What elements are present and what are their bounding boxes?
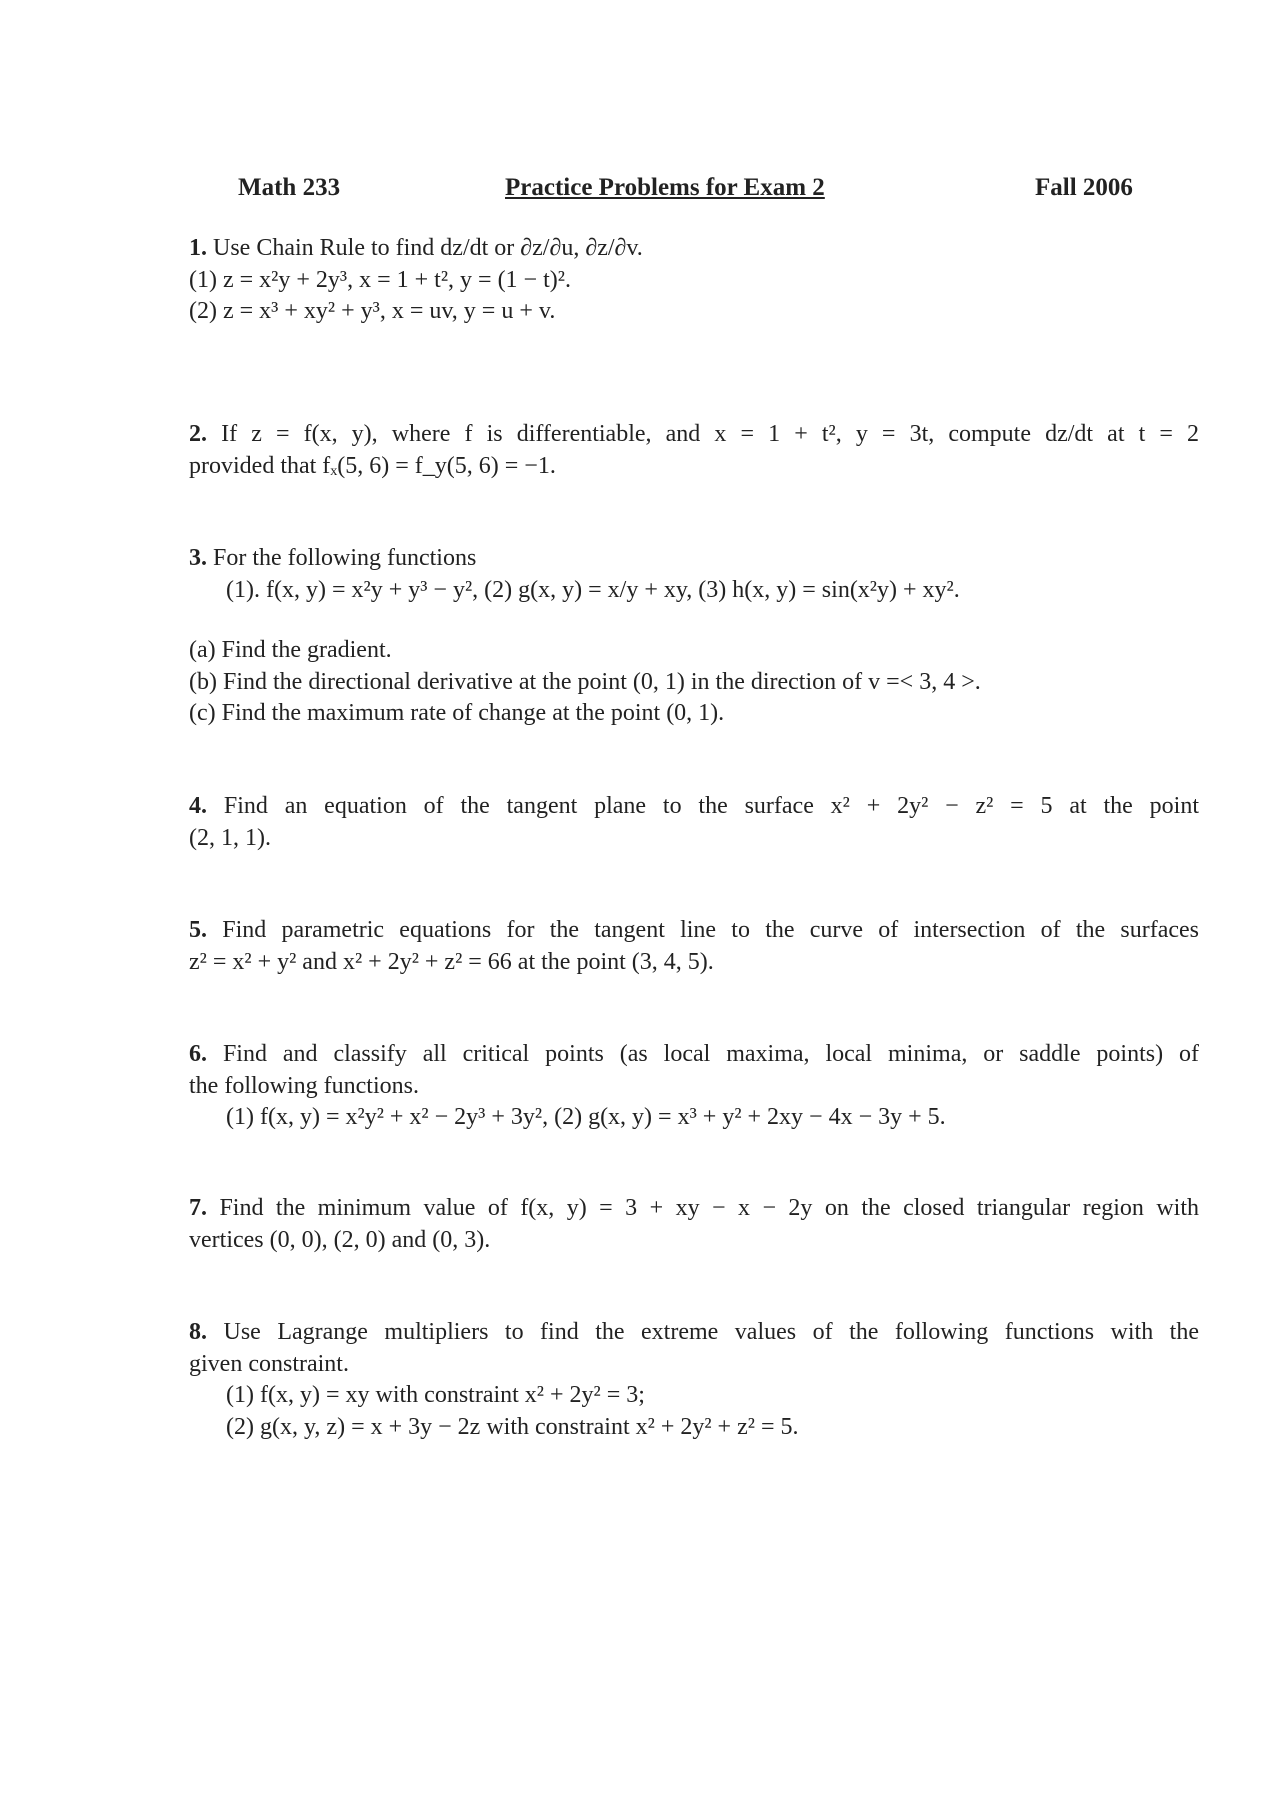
problem-number: 1. — [189, 235, 207, 261]
problem-line: (1) f(x, y) = xy with constraint x² + 2y² = 3; — [226, 1382, 645, 1408]
problem-line — [189, 915, 1199, 947]
problem-text: Use Chain Rule to find dz/dt or ∂z/∂u, ∂z/∂v. — [213, 235, 643, 261]
problem-text: Find and classify all critical points (as local maxima, local minima, or saddle points) of — [222, 1041, 1200, 1067]
problem-line: provided that fₓ(5, 6) = f_y(5, 6) = −1. — [189, 452, 556, 479]
problem-text: Use Lagrange multipliers to find the extreme values of the following functions with the — [223, 1319, 1200, 1345]
problem-number: 5. — [189, 917, 207, 943]
problem-line: (c) Find the maximum rate of change at the point (0, 1). — [189, 700, 725, 726]
problem-line: (2) g(x, y, z) = x + 3y − 2z with constraint x² + 2y² + z² = 5. — [226, 1413, 799, 1440]
problem-line: (2, 1, 1). — [189, 824, 271, 851]
problem-number: 7. — [189, 1195, 207, 1221]
problem-text: For the following functions — [213, 545, 477, 571]
problem-line: (1). f(x, y) = x²y + y³ − y², (2) g(x, y) = x/y + xy, (3) h(x, y) = sin(x²y) + xy². — [226, 576, 960, 603]
problem-line: (b) Find the directional derivative at the point (0, 1) in the direction of v =< 3, 4 >. — [189, 668, 981, 695]
term-label: Fall 2006 — [1035, 174, 1133, 201]
problem-line — [189, 1039, 1199, 1071]
problem-4 — [189, 791, 1199, 854]
problem-line — [189, 543, 1199, 575]
problem-line: vertices (0, 0), (2, 0) and (0, 3). — [189, 1226, 491, 1253]
problem-text: If z = f(x, y), where f is differentiable, and x = 1 + t², y = 3t, compute dz/dt at t = 2 — [221, 421, 1200, 447]
course-label: Math 233 — [238, 174, 341, 201]
problem-number: 8. — [189, 1319, 207, 1345]
problem-text: Find the minimum value of f(x, y) = 3 + xy − x − 2y on the closed triangular region with — [219, 1195, 1200, 1221]
problem-line — [189, 791, 1199, 823]
problem-line: (1) z = x²y + 2y³, x = 1 + t², y = (1 − t)². — [189, 266, 571, 293]
problem-7 — [189, 1193, 1199, 1256]
problem-number: 2. — [189, 421, 207, 447]
problem-8 — [189, 1317, 1199, 1443]
problem-line: (2) z = x³ + xy² + y³, x = uv, y = u + v. — [189, 298, 556, 324]
document-title: Practice Problems for Exam 2 — [505, 174, 825, 201]
problem-line: given constraint. — [189, 1350, 349, 1377]
problem-line — [189, 233, 1199, 265]
page-header — [0, 174, 1280, 214]
problem-number: 4. — [189, 793, 207, 819]
problem-line: (1) f(x, y) = x²y² + x² − 2y³ + 3y², (2) g(x, y) = x³ + y² + 2xy − 4x − 3y + 5. — [226, 1104, 946, 1130]
problem-line — [189, 1317, 1199, 1349]
problem-line — [189, 419, 1199, 451]
problem-line — [189, 1193, 1199, 1225]
problem-line: (a) Find the gradient. — [189, 637, 392, 663]
problem-line: z² = x² + y² and x² + 2y² + z² = 66 at the point (3, 4, 5). — [189, 948, 714, 975]
problem-number: 6. — [189, 1041, 207, 1067]
problem-text: Find an equation of the tangent plane to the surface x² + 2y² − z² = 5 at the point — [223, 793, 1200, 819]
problem-1 — [189, 233, 1199, 328]
problem-text: Find parametric equations for the tangent line to the curve of intersection of the surfaces — [222, 917, 1200, 943]
problem-line: the following functions. — [189, 1072, 419, 1099]
problem-5 — [189, 915, 1199, 978]
problem-2 — [189, 419, 1199, 482]
problem-6 — [189, 1039, 1199, 1134]
problem-number: 3. — [189, 545, 207, 571]
problem-3 — [189, 543, 1199, 730]
